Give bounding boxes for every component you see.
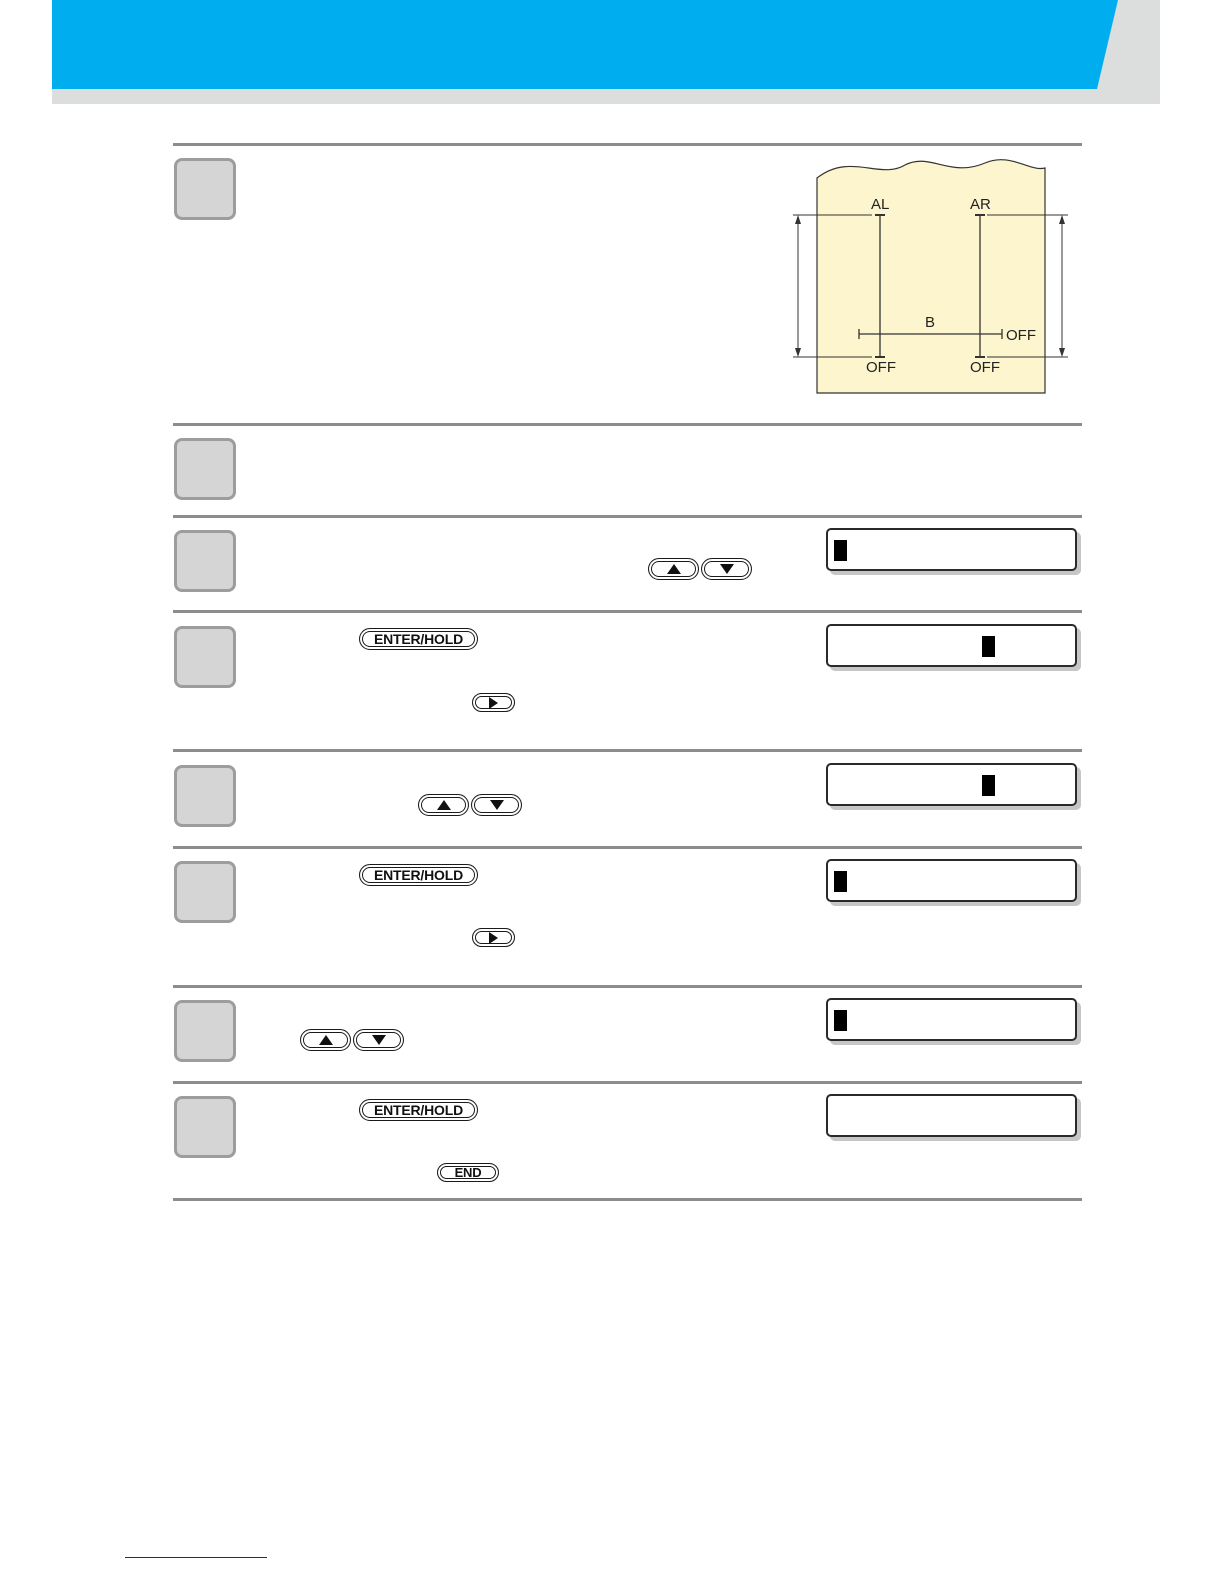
right-arrow-icon [489, 697, 498, 709]
step-box-6 [174, 861, 236, 923]
section-divider [173, 749, 1082, 752]
lcd-display-step6 [826, 859, 1077, 902]
section-divider [173, 1081, 1082, 1084]
down-key[interactable] [471, 794, 522, 816]
section-divider [173, 143, 1082, 146]
down-arrow-icon [720, 564, 734, 574]
section-divider [173, 846, 1082, 849]
media-diagram [785, 150, 1075, 400]
enter-hold-key[interactable] [359, 1099, 478, 1121]
right-arrow-icon [489, 932, 498, 944]
down-key[interactable] [353, 1029, 404, 1051]
step-box-3 [174, 530, 236, 592]
down-arrow-icon [490, 800, 504, 810]
enter-hold-key[interactable] [359, 628, 478, 650]
step-box-8 [174, 1096, 236, 1158]
header-banner [0, 0, 1224, 110]
up-arrow-icon [319, 1035, 333, 1045]
section-divider [173, 610, 1082, 613]
lcd-display-step7 [826, 998, 1077, 1041]
step-box-2 [174, 438, 236, 500]
step-box-1 [174, 158, 236, 220]
up-arrow-icon [437, 800, 451, 810]
down-key[interactable] [701, 558, 752, 580]
step-box-7 [174, 1000, 236, 1062]
up-key[interactable] [418, 794, 469, 816]
lcd-display-step5 [826, 763, 1077, 806]
end-key[interactable] [437, 1163, 499, 1182]
step-box-4 [174, 626, 236, 688]
lcd-cursor [834, 540, 847, 561]
enter-hold-label: ENTER/HOLD [373, 631, 463, 647]
enter-hold-label: ENTER/HOLD [373, 867, 463, 883]
section-divider [173, 1198, 1082, 1201]
lcd-cursor [834, 1010, 847, 1031]
down-arrow-icon [372, 1035, 386, 1045]
lcd-cursor [982, 636, 995, 657]
footer-link-underline[interactable] [125, 1557, 267, 1558]
lcd-display-step4 [826, 624, 1077, 667]
lcd-display-step3 [826, 528, 1077, 571]
enter-hold-label: ENTER/HOLD [373, 1102, 463, 1118]
lcd-cursor [982, 775, 995, 796]
label-al: AL [871, 196, 890, 213]
up-key[interactable] [648, 558, 699, 580]
section-divider [173, 515, 1082, 518]
right-key[interactable] [472, 693, 515, 712]
end-label: END [454, 1165, 482, 1180]
label-off-b: OFF [1006, 327, 1036, 344]
label-ar: AR [970, 196, 991, 213]
label-off-right: OFF [970, 359, 1000, 376]
label-b: B [925, 314, 936, 331]
step-box-5 [174, 765, 236, 827]
label-off-left: OFF [866, 359, 896, 376]
header-shape [0, 0, 1224, 110]
media-sheet [817, 160, 1045, 393]
enter-hold-key[interactable] [359, 864, 478, 886]
lcd-cursor [834, 871, 847, 892]
lcd-display-step8 [826, 1094, 1077, 1137]
right-key[interactable] [472, 928, 515, 947]
section-divider [173, 423, 1082, 426]
up-key[interactable] [300, 1029, 351, 1051]
up-arrow-icon [667, 564, 681, 574]
section-divider [173, 985, 1082, 988]
